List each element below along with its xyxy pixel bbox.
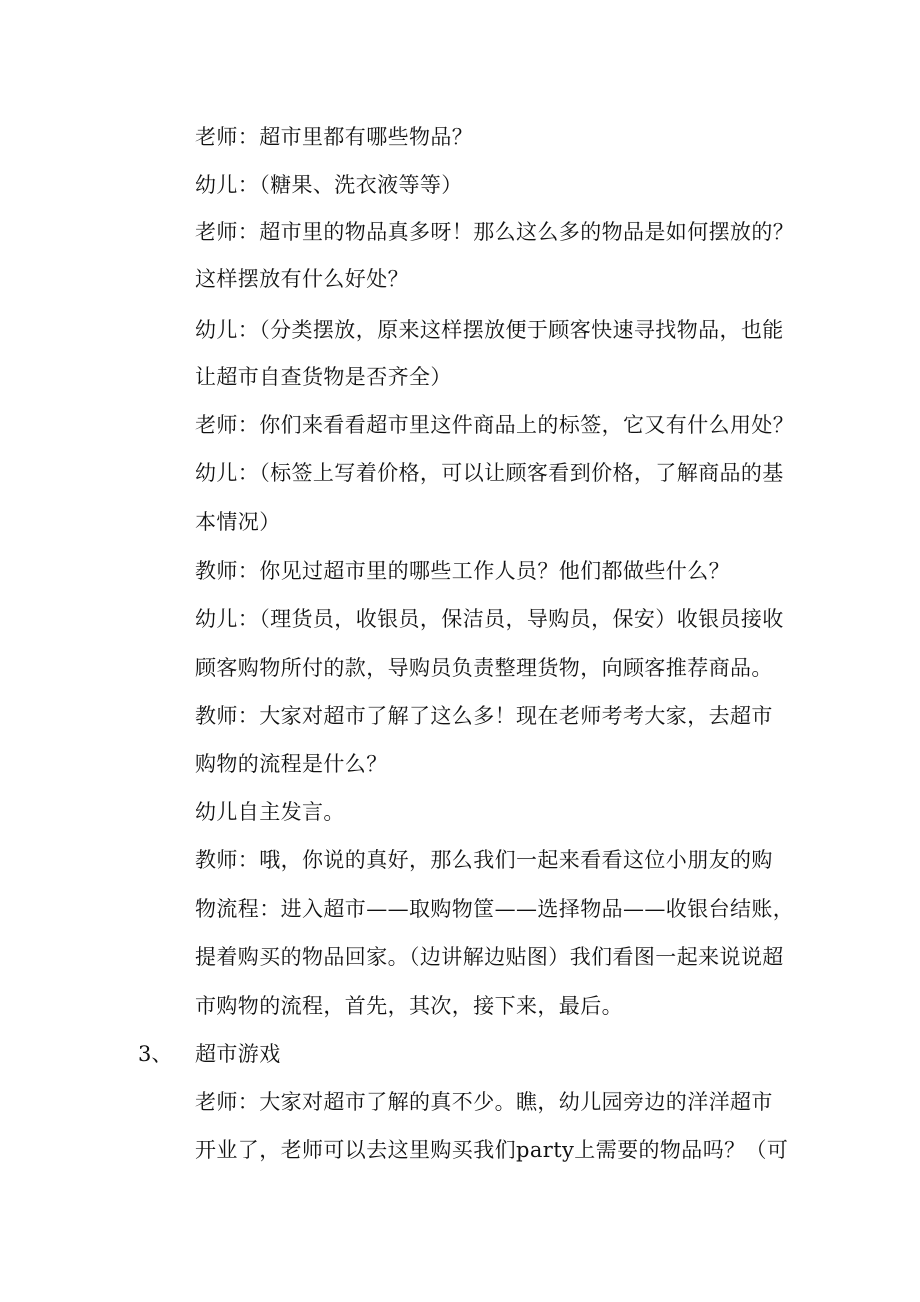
- dialogue-line: 老师：超市里的物品真多呀！那么这么多的物品是如何摆放的？: [195, 220, 795, 244]
- dialogue-line: 购物的流程是什么？: [195, 752, 388, 776]
- dialogue-line: 幼儿：（标签上写着价格，可以让顾客看到价格，了解商品的基: [195, 461, 784, 485]
- dialogue-line: 教师：哦，你说的真好，那么我们一起来看看这位小朋友的购: [195, 848, 773, 872]
- dialogue-line: 老师：你们来看看超市里这件商品上的标签，它又有什么用处？: [195, 413, 795, 437]
- dialogue-line: 教师：你见过超市里的哪些工作人员？他们都做些什么？: [195, 559, 730, 583]
- section-number: 3、: [138, 1042, 173, 1066]
- dialogue-line: 这样摆放有什么好处？: [195, 267, 409, 291]
- dialogue-line: 提着购买的物品回家。（边讲解边贴图）我们看图一起来说说超: [195, 945, 784, 969]
- section-title: 超市游戏: [195, 1042, 281, 1066]
- dialogue-line: 本情况）: [195, 510, 281, 534]
- dialogue-line: 老师：大家对超市了解的真不少。瞧，幼儿园旁边的洋洋超市: [195, 1090, 773, 1114]
- dialogue-line: 幼儿自主发言。: [195, 800, 345, 824]
- dialogue-line: 幼儿：（理货员，收银员，保洁员，导购员，保安）收银员接收: [195, 607, 784, 631]
- dialogue-line: 物流程：进入超市——取购物筐——选择物品——收银台结账，: [195, 897, 795, 921]
- dialogue-line: 幼儿：（糖果、洗衣液等等）: [195, 173, 463, 197]
- dialogue-line: 教师：大家对超市了解了这么多！现在老师考考大家，去超市: [195, 704, 773, 728]
- dialogue-line: 幼儿：（分类摆放，原来这样摆放便于顾客快速寻找物品，也能: [195, 318, 784, 342]
- dialogue-line: 顾客购物所付的款，导购员负责整理货物，向顾客推荐商品。: [195, 656, 773, 680]
- dialogue-line: 开业了，老师可以去这里购买我们party上需要的物品吗？（可: [195, 1138, 789, 1162]
- dialogue-line: 让超市自查货物是否齐全）: [195, 365, 452, 389]
- dialogue-line: 老师：超市里都有哪些物品？: [195, 125, 474, 149]
- dialogue-line: 市购物的流程，首先，其次，接下来，最后。: [195, 994, 623, 1018]
